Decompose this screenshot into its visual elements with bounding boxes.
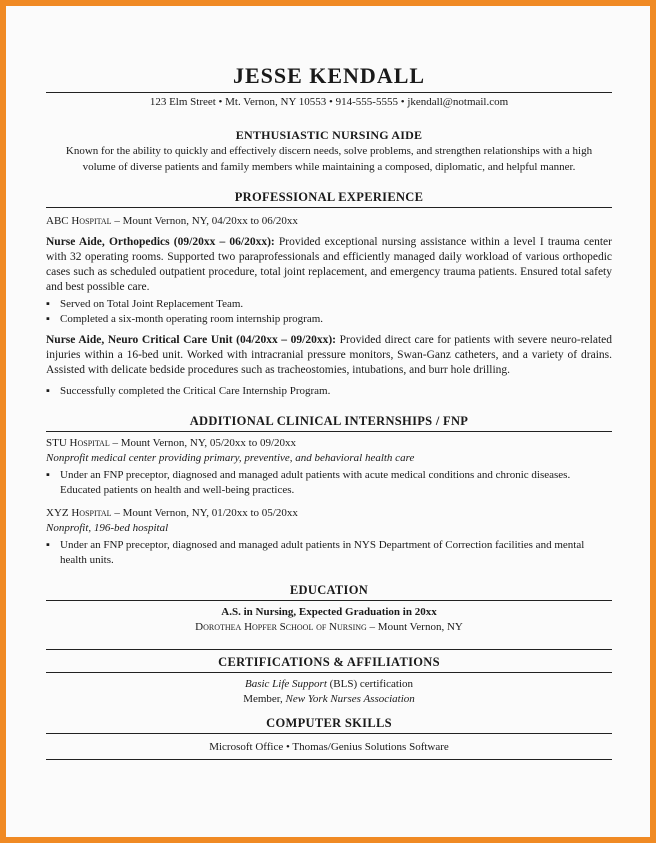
affiliation-prefix: Member, (243, 693, 286, 705)
employer-name: ABC Hospital (46, 215, 112, 227)
certifications-title: CERTIFICATIONS & AFFILIATIONS (218, 655, 440, 669)
certification-name: Basic Life Support (244, 678, 327, 690)
affiliation-org: New York Nurses Association (285, 693, 415, 705)
candidate-name: JESSE KENDALL (232, 63, 426, 88)
skills-line: Microsoft Office • Thomas/Genius Solutions Software (209, 741, 449, 753)
divider (46, 733, 612, 734)
list-item-text: Successfully completed the Critical Care Internship Program. (60, 385, 331, 397)
internship-details: – Mount Vernon, NY, 05/20xx to 09/20xx (109, 437, 297, 449)
list-item-text: Served on Total Joint Replacement Team. (60, 298, 244, 310)
list-item-text: Completed a six-month operating room internship program. (60, 313, 324, 325)
experience-title: PROFESSIONAL EXPERIENCE (234, 190, 424, 204)
headline: ENTHUSIASTIC NURSING AIDE (235, 128, 423, 142)
employer-details: – Mount Vernon, NY, 04/20xx to 06/20xx (111, 215, 298, 227)
list-item (46, 538, 612, 568)
role-description: Provided exceptional nursing assistance within a level I trauma center with 32 operating rooms. Supported two paraprofessionals and efficiently managed daily workload of various orthopedic cases such as scheduled outpatient procedure, total joint replacement, and emergency trauma patients. Ensured total safety and best possible care. (46, 236, 612, 293)
certification-detail: (BLS) certification (326, 678, 414, 690)
bullet-icon: ▪ (46, 469, 50, 481)
role-title: Nurse Aide, Neuro Critical Care Unit (04/20xx – 09/20xx): (46, 334, 337, 346)
internship-details: – Mount Vernon, NY, 01/20xx to 05/20xx (111, 507, 298, 519)
degree: A.S. in Nursing, Expected Graduation in 20xx (221, 606, 437, 618)
bullet-icon: ▪ (46, 313, 50, 325)
internship-description: Nonprofit, 196-bed hospital (46, 522, 169, 534)
role-description: Provided direct care for patients with severe neuro-related injuries within a 16-bed unit. Worked with intracranial pressure monitors, Swan-Ganz catheters, and a variety of drains. Assisted with delicate bedside procedures such as tracheostomies, intubations, and burr hole drilling. (46, 334, 612, 376)
skills-section (46, 715, 612, 760)
bullet-icon: ▪ (46, 539, 50, 551)
list-item (46, 297, 612, 312)
resume-page (46, 48, 612, 760)
list-item (46, 312, 612, 327)
education-title: EDUCATION (289, 583, 369, 597)
internship-bullets (46, 468, 612, 498)
bullet-icon: ▪ (46, 385, 50, 397)
role-entry (46, 333, 612, 378)
role-bullets (46, 297, 612, 327)
list-item (46, 384, 612, 399)
school-location: – Mount Vernon, NY (366, 621, 463, 633)
role-entry (46, 235, 612, 295)
experience-section (46, 189, 612, 399)
bullet-icon: ▪ (46, 298, 50, 310)
divider (46, 759, 612, 760)
role-title: Nurse Aide, Orthopedics (09/20xx – 06/20xx): (46, 236, 275, 248)
internship-description: Nonprofit medical center providing primary, preventive, and behavioral health care (46, 452, 415, 464)
certifications-section (46, 649, 612, 707)
affiliation-line (46, 692, 612, 707)
internship-org: XYZ Hospital (46, 507, 112, 519)
divider (46, 207, 612, 208)
internship-header (46, 436, 612, 451)
list-item-text: Under an FNP preceptor, diagnosed and managed adult patients with acute medical conditions and chronic diseases. Educated patients on health and well-being practices. (60, 469, 571, 496)
internship-header (46, 506, 612, 521)
education-section (46, 582, 612, 635)
divider (46, 672, 612, 673)
list-item-text: Under an FNP preceptor, diagnosed and managed adult patients in NYS Department of Correction facilities and mental health units. (60, 539, 585, 566)
school-line (46, 620, 612, 635)
school-name: Dorothea Hopfer School of Nursing (195, 621, 367, 633)
internship-bullets (46, 538, 612, 568)
contact-line: 123 Elm Street • Mt. Vernon, NY 10553 • 914-555-5555 • jkendall@notmail.com (149, 96, 509, 108)
divider (46, 431, 612, 432)
divider (46, 600, 612, 601)
employer-line (46, 214, 612, 229)
internship-org: STU Hospital (46, 437, 110, 449)
certification-line (46, 677, 612, 692)
internships-title: ADDITIONAL CLINICAL INTERNSHIPS / FNP (189, 414, 469, 428)
summary: Known for the ability to quickly and effectively discern needs, solve problems, and strengthen relationships with a high volume of diverse patients and family members while maintaining a composed, diplomatic, and helpful manner. (65, 145, 593, 173)
role-bullets (46, 384, 612, 399)
internships-section (46, 413, 612, 568)
list-item (46, 468, 612, 498)
skills-title: COMPUTER SKILLS (266, 716, 392, 730)
divider (46, 649, 612, 650)
